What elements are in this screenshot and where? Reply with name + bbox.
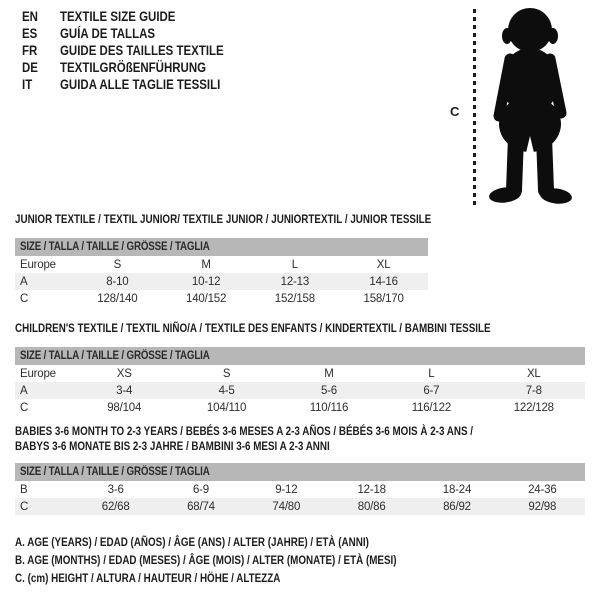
- size-cell: 98/104: [107, 401, 142, 414]
- language-code: ES: [22, 25, 38, 41]
- language-code: FR: [22, 42, 38, 58]
- size-cell: M: [324, 367, 334, 380]
- size-cell: 158/170: [363, 292, 404, 305]
- size-cell: XL: [376, 258, 391, 271]
- size-cell: 104/110: [206, 401, 247, 414]
- size-cell: 5-6: [278, 382, 380, 399]
- language-label: GUIDA ALLE TAGLIE TESSILI: [60, 76, 221, 92]
- row-label-cell: C: [15, 498, 73, 515]
- size-cell: S: [113, 258, 122, 271]
- size-cell: XL: [526, 367, 541, 380]
- language-row: [22, 8, 260, 25]
- children-section-title: CHILDREN'S TEXTILE / TEXTIL NIÑO/A / TEXTILE DES ENFANTS / KINDERTEXTIL / BAMBINI TESSILE: [15, 321, 491, 335]
- size-cell: 116/122: [411, 401, 452, 414]
- size-cell: 3-6: [107, 483, 124, 496]
- size-cell: 8-10: [73, 273, 162, 290]
- size-cell: XS: [116, 367, 132, 380]
- table-row: [15, 365, 585, 382]
- size-cell: 110/116: [309, 401, 349, 414]
- row-label-cell: A: [15, 273, 73, 290]
- language-row: [22, 42, 260, 59]
- size-cell: 12-18: [357, 483, 386, 496]
- size-cell: 74/80: [244, 498, 329, 515]
- table-row: [15, 382, 585, 399]
- babies-section-title: BABIES 3-6 MONTH TO 2-3 YEARS / BEBÉS 3-6 MESES A 2-3 AÑOS / BÉBÉS 3-6 MOIS À 2-3 ANS / BABYS 3-6 MONATE BIS 2-3 JAHRE / BAMBINI 3-6 MESI A 2-3 ANNI: [15, 424, 474, 453]
- language-label: TEXTILE SIZE GUIDE: [60, 8, 176, 24]
- language-code: EN: [22, 8, 38, 24]
- language-row: [22, 76, 260, 93]
- row-label-cell: Europe: [20, 367, 56, 380]
- size-cell: L: [291, 258, 298, 271]
- size-cell: 9-12: [275, 483, 298, 496]
- size-cell: 12-13: [251, 273, 340, 290]
- measure-label-c: C: [450, 104, 460, 119]
- size-cell: 24-36: [528, 483, 557, 496]
- table-header-bar: SIZE / TALLA / TAILLE / GRÖSSE / TAGLIA: [15, 463, 585, 481]
- size-cell: L: [428, 367, 435, 380]
- table-row: [15, 399, 585, 416]
- children-size-table: [15, 347, 585, 416]
- note-line: A. AGE (YEARS) / EDAD (AÑOS) / ÂGE (ANS) / ALTER (JAHRE) / ETÀ (ANNI): [15, 535, 369, 549]
- size-cell: 80/86: [329, 498, 414, 515]
- language-label: TEXTILGRÖßENFÜHRUNG: [60, 59, 207, 75]
- row-label-cell: C: [20, 401, 29, 414]
- size-cell: 122/128: [513, 401, 554, 414]
- notes-block: [15, 533, 480, 587]
- size-cell: 128/140: [97, 292, 138, 305]
- size-cell: 14-16: [339, 273, 428, 290]
- language-label: GUIDE DES TAILLES TEXTILE: [60, 42, 224, 58]
- size-cell: 86/92: [414, 498, 499, 515]
- language-label: GUÍA DE TALLAS: [60, 25, 156, 41]
- table-header-bar: SIZE / TALLA / TAILLE / GRÖSSE / TAGLIA: [15, 347, 585, 365]
- size-cell: 6-7: [380, 382, 482, 399]
- toddler-silhouette-icon: [486, 5, 580, 207]
- language-code: DE: [22, 59, 38, 75]
- size-cell: M: [201, 258, 211, 271]
- table-row: [15, 481, 585, 498]
- table-row: [15, 256, 428, 273]
- size-cell: 7-8: [483, 382, 585, 399]
- table-row: [15, 273, 428, 290]
- babies-size-table: [15, 463, 585, 515]
- row-label-cell: A: [15, 382, 73, 399]
- size-cell: 4-5: [175, 382, 277, 399]
- language-row: [22, 59, 260, 76]
- table-header-bar: SIZE / TALLA / TAILLE / GRÖSSE / TAGLIA: [15, 238, 428, 256]
- language-code: IT: [22, 76, 33, 92]
- table-row: [15, 290, 428, 307]
- row-label-cell: C: [20, 292, 29, 305]
- row-label-cell: Europe: [20, 258, 56, 271]
- row-label-cell: B: [20, 483, 28, 496]
- size-cell: S: [222, 367, 231, 380]
- size-cell: 92/98: [500, 498, 585, 515]
- size-cell: 6-9: [192, 483, 209, 496]
- table-row: [15, 498, 585, 515]
- junior-section-title: JUNIOR TEXTILE / TEXTIL JUNIOR/ TEXTILE JUNIOR / JUNIORTEXTIL / JUNIOR TESSILE: [15, 212, 432, 226]
- size-cell: 10-12: [162, 273, 251, 290]
- size-cell: 68/74: [158, 498, 243, 515]
- junior-size-table: [15, 238, 428, 307]
- language-row: [22, 25, 260, 42]
- note-line: C. (cm) HEIGHT / ALTURA / HAUTEUR / HÖHE / ALTEZZA: [15, 571, 281, 585]
- size-cell: 3-4: [73, 382, 175, 399]
- height-measure-line: [473, 9, 476, 206]
- size-cell: 18-24: [442, 483, 472, 496]
- language-list: [22, 8, 260, 93]
- size-cell: 152/158: [274, 292, 315, 305]
- size-cell: 140/152: [186, 292, 227, 305]
- size-cell: 62/68: [73, 498, 158, 515]
- note-line: B. AGE (MONTHS) / EDAD (MESES) / ÂGE (MOIS) / ALTER (MONATE) / ETÀ (MESI): [15, 553, 397, 567]
